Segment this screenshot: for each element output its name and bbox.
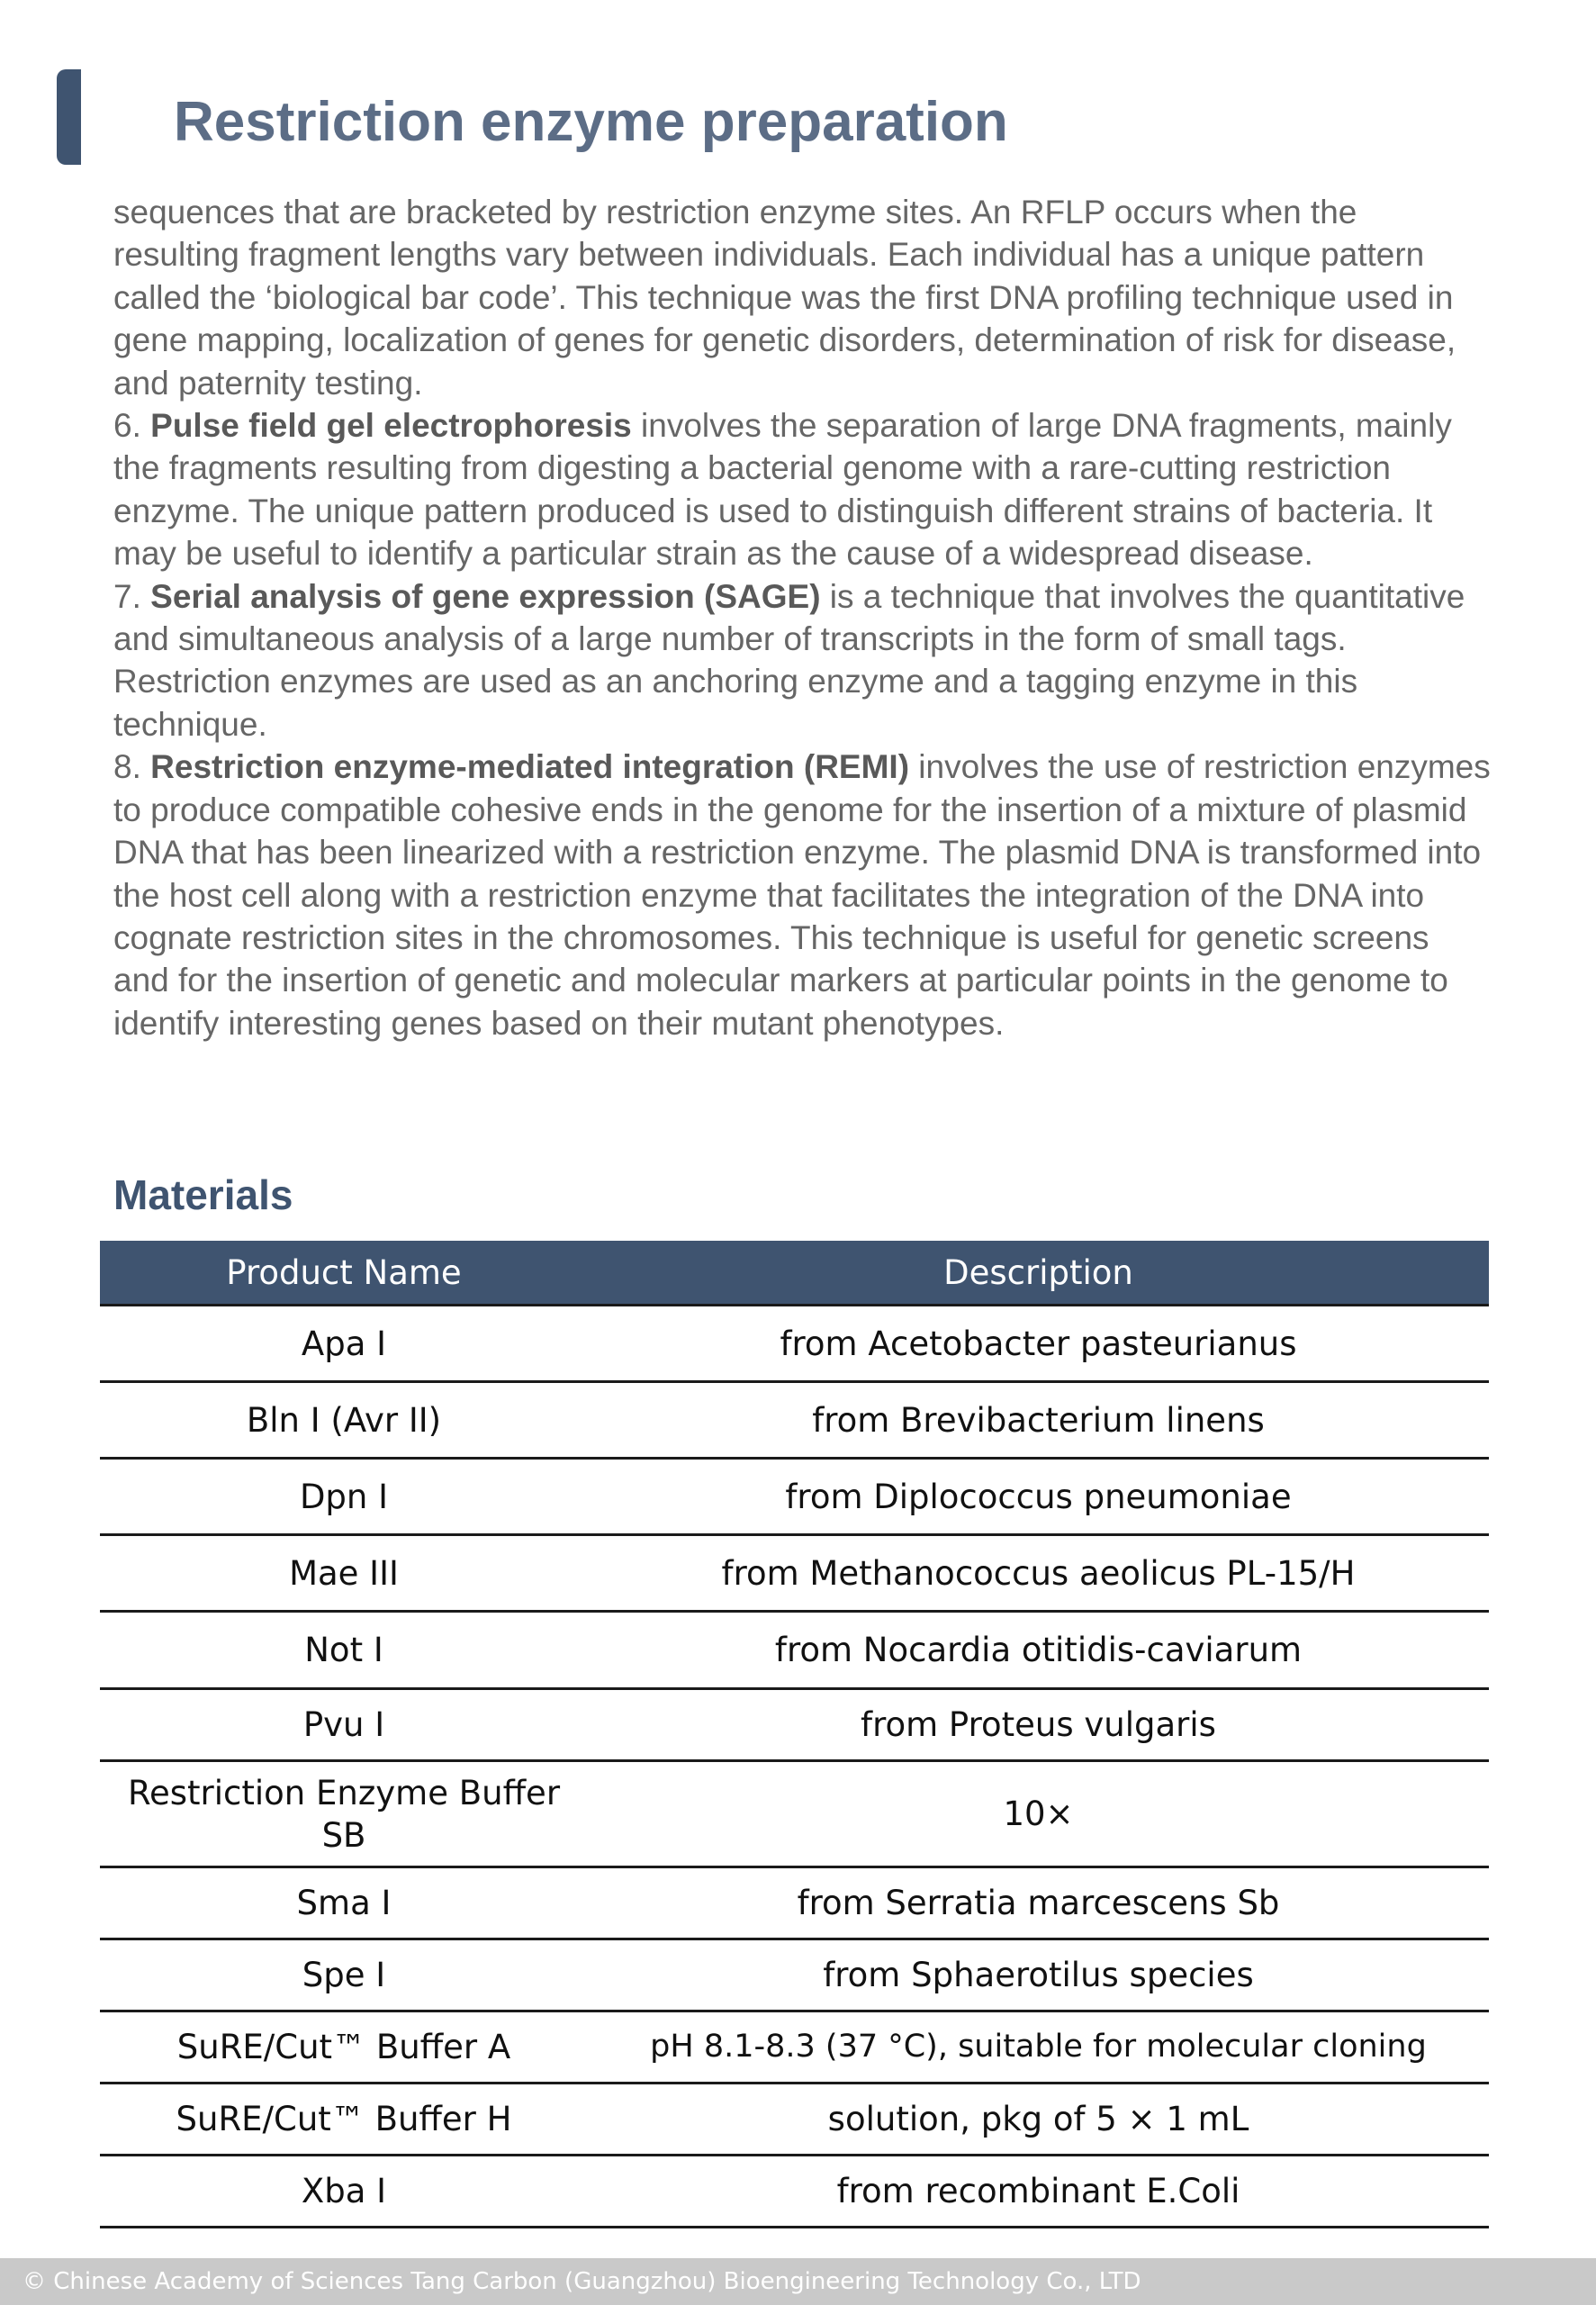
description-cell: from Serratia marcescens Sb <box>588 1867 1489 1939</box>
description-cell: from Sphaerotilus species <box>588 1939 1489 2011</box>
item-term: Pulse field gel electrophoresis <box>150 407 632 445</box>
item-text: involves the use of restriction enzymes to produce compatible cohesive ends in the genome for the insertion of a mixture of plasmid DNA that has been linearized with a restriction enzyme. The plasmid DNA is transformed into the host cell along with a restriction enzyme that facilitates the integration of the DNA into cognate restriction sites in the chromosomes. This technique is useful for genetic screens and for the insertion of genetic and molecular markers at particular points in the genome to identify interesting genes based on their mutant phenotypes. <box>113 748 1491 1042</box>
item-term: Restriction enzyme-mediated integration (REMI) <box>150 748 910 786</box>
item-text: is a technique that involves the quantitative and simultaneous analysis of a large number of transcripts in the form of small tags. Restriction enzymes are used as an anchoring enzyme and a tagging enzyme in this technique. <box>113 577 1465 743</box>
product-name-cell: Apa I <box>100 1306 588 1382</box>
table-row <box>100 2084 1489 2156</box>
column-header-description: Description <box>588 1241 1489 1306</box>
column-header-product-name: Product Name <box>100 1241 588 1306</box>
materials-heading: Materials <box>113 1171 293 1218</box>
description-cell: from Diplococcus pneumoniae <box>588 1459 1489 1535</box>
product-name-cell: Restriction Enzyme Buffer SB <box>100 1761 588 1867</box>
title-accent-bar <box>57 69 81 165</box>
product-name-cell: Not I <box>100 1612 588 1689</box>
product-name-cell: SuRE/Cut™ Buffer A <box>100 2011 588 2084</box>
table-row <box>100 1306 1489 1382</box>
materials-table <box>100 1241 1489 2228</box>
page-title: Restriction enzyme preparation <box>174 91 1008 153</box>
product-name-cell: Mae III <box>100 1535 588 1612</box>
product-name-cell: Xba I <box>100 2156 588 2228</box>
table-row <box>100 1689 1489 1761</box>
product-name-cell: Dpn I <box>100 1459 588 1535</box>
item-term: Serial analysis of gene expression (SAGE) <box>150 577 821 615</box>
product-name-cell: Spe I <box>100 1939 588 2011</box>
item-number: 7. <box>113 577 151 615</box>
item-number: 6. <box>113 407 151 445</box>
table-row <box>100 2156 1489 2228</box>
description-cell: from Proteus vulgaris <box>588 1689 1489 1761</box>
description-cell: 10× <box>588 1761 1489 1867</box>
description-cell: solution, pkg of 5 × 1 mL <box>588 2084 1489 2156</box>
description-cell: from Methanococcus aeolicus PL-15/H <box>588 1535 1489 1612</box>
table-row <box>100 1867 1489 1939</box>
table-row <box>100 1535 1489 1612</box>
description-cell: pH 8.1-8.3 (37 °C), suitable for molecular cloning <box>588 2011 1489 2084</box>
table-row <box>100 1459 1489 1535</box>
item-number: 8. <box>113 748 151 786</box>
copyright-text: © Chinese Academy of Sciences Tang Carbon (Guangzhou) Bioengineering Technology Co., LTD <box>23 2268 1141 2295</box>
item-text: involves the separation of large DNA fragments, mainly the fragments resulting from digesting a bacterial genome with a rare-cutting restriction enzyme. The unique pattern produced is used to distinguish different strains of bacteria. It may be useful to identify a particular strain as the cause of a widespread disease. <box>113 407 1452 573</box>
table-row <box>100 1939 1489 2011</box>
item-paragraph-8 <box>113 746 1491 1044</box>
table-row <box>100 1612 1489 1689</box>
product-name-cell: SuRE/Cut™ Buffer H <box>100 2084 588 2156</box>
table-header-row <box>100 1241 1489 1306</box>
description-cell: from Acetobacter pasteurianus <box>588 1306 1489 1382</box>
intro-paragraph: sequences that are bracketed by restriction enzyme sites. An RFLP occurs when the resulting fragment lengths vary between individuals. Each individual has a unique pattern called the ‘biological bar code’. This technique was the first DNA profiling technique used in gene mapping, localization of genes for genetic disorders, determination of risk for disease, and paternity testing. <box>113 194 1456 402</box>
product-name-cell: Sma I <box>100 1867 588 1939</box>
item-paragraph-6 <box>113 404 1491 575</box>
table-row <box>100 1382 1489 1459</box>
product-name-cell: Pvu I <box>100 1689 588 1761</box>
table-row <box>100 2011 1489 2084</box>
item-paragraph-7 <box>113 575 1491 746</box>
description-cell: from Brevibacterium linens <box>588 1382 1489 1459</box>
description-cell: from Nocardia otitidis-caviarum <box>588 1612 1489 1689</box>
description-cell: from recombinant E.Coli <box>588 2156 1489 2228</box>
product-name-cell: Bln I (Avr II) <box>100 1382 588 1459</box>
body-text <box>113 191 1491 1044</box>
table-row <box>100 1761 1489 1867</box>
footer <box>0 2258 1596 2305</box>
